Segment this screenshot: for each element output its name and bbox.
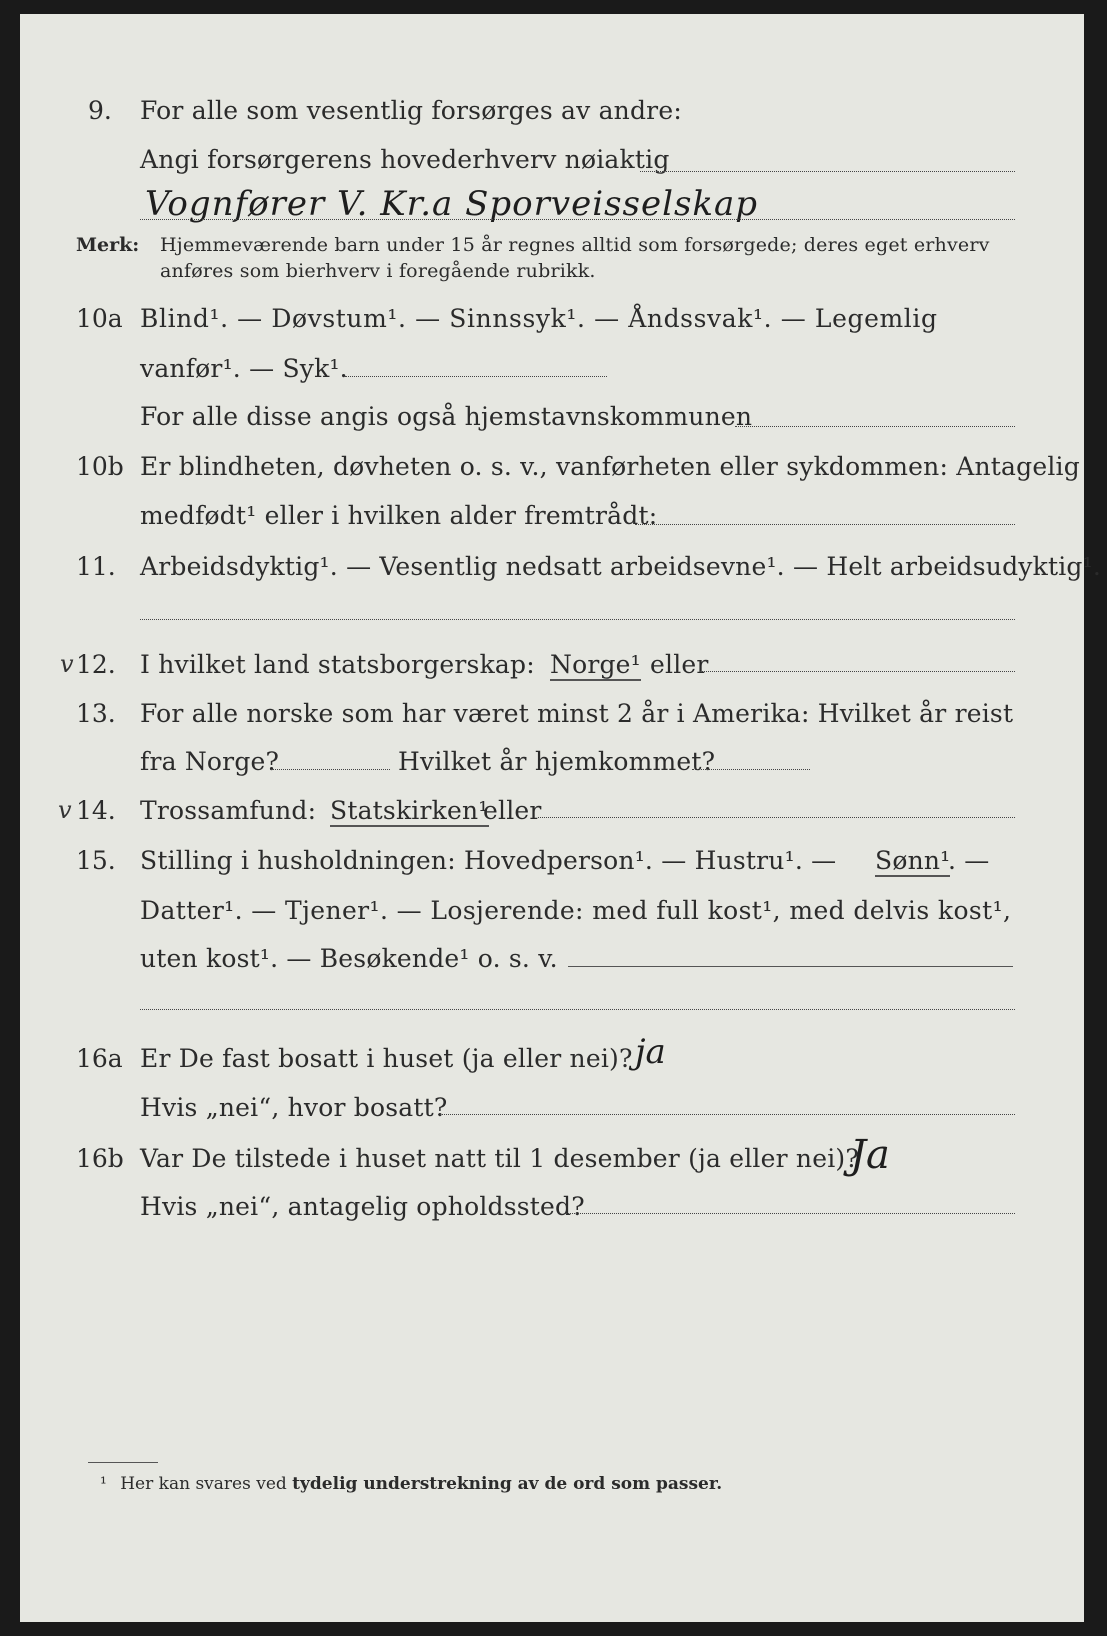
merk-line1: Hjemmeværende barn under 15 år regnes alltid som forsørgede; deres eget erhverv [160,234,990,256]
q12-line1: I hvilket land statsborgerskap: [140,650,535,679]
q13-dotted-line-1 [270,769,390,770]
q10a-dotted-line-2 [735,426,1015,427]
q12-check-mark: v [60,650,74,678]
q16a-dotted-line [438,1114,1015,1115]
q16b-line1: Var De tilstede i huset natt til 1 desember (ja eller nei)? [140,1144,859,1173]
q10a-dotted-line-1 [345,376,607,377]
q14-check-mark: v [58,796,72,824]
q9-line1: For alle som vesentlig forsørges av andre: [140,96,682,125]
q15-line2: Datter¹. — Tjener¹. — Losjerende: med full kost¹, med delvis kost¹, [140,896,1012,925]
q15-line1c: . — [948,846,990,875]
q10a-line1: Blind¹. — Døvstum¹. — Sinnssyk¹. — Åndssvak¹. — Legemlig [140,304,938,333]
q13-number: 13. [76,699,116,728]
q16b-dotted-line [565,1213,1015,1214]
q14-number: 14. [76,796,116,825]
q9-number: 9. [88,96,112,125]
q10b-line1: Er blindheten, døvheten o. s. v., vanførheten eller sykdommen: Antagelig [140,452,1080,481]
footnote-text: Her kan svares ved [120,1474,287,1494]
q12-underlined-answer: Norge¹ [550,650,641,679]
q15-number: 15. [76,846,116,875]
q13-line2a: fra Norge? [140,747,280,776]
q12-rest: eller [650,650,709,679]
q9-dotted-line [640,171,1015,172]
q9-answer-line [140,219,1015,220]
q10b-dotted-line [635,524,1015,525]
q11-dotted-line [140,619,1015,620]
q13-line1: For alle norske som har været minst 2 år i Amerika: Hvilket år reist [140,699,1014,728]
q13-dotted-line-2 [692,769,810,770]
q15-answer-line [568,966,1013,967]
q11-number: 11. [76,552,116,581]
q15-dotted-line [140,1009,1015,1010]
q16a-line1: Er De fast bosatt i huset (ja eller nei)? [140,1044,633,1073]
q16a-number: 16a [76,1044,123,1073]
footnote-bold-text: tydelig understrekning av de ord som passer. [292,1474,723,1494]
footnote-mark: ¹ [100,1474,107,1494]
q16b-line2: Hvis „nei“, antagelig opholdssted? [140,1192,585,1221]
q14-line1: Trossamfund: [140,796,317,825]
q10a-line2: vanfør¹. — Syk¹. [140,354,348,383]
q12-dotted-line [700,671,1015,672]
footnote [100,1474,722,1494]
q10b-line2: medfødt¹ eller i hvilken alder fremtrådt: [140,501,658,530]
merk-label: Merk: [76,234,140,256]
q10a-line3: For alle disse angis også hjemstavnskommunen [140,402,753,431]
q10b-number: 10b [76,452,124,481]
q15-line1a: Stilling i husholdningen: Hovedperson¹. — Hustru¹. — [140,846,837,875]
q15-line3: uten kost¹. — Besøkende¹ o. s. v. [140,944,558,973]
q10a-number: 10a [76,304,123,333]
q16b-number: 16b [76,1144,124,1173]
q14-rest: eller [483,796,542,825]
q9-line2: Angi forsørgerens hovederhverv nøiaktig [140,145,670,174]
q16a-line2: Hvis „nei“, hvor bosatt? [140,1093,448,1122]
q9-handwritten-answer: Vognfører V. Kr.a Sporveisselskap [145,184,759,224]
q16b-handwritten-answer: Ja [850,1132,890,1178]
q15-underlined-answer: Sønn¹ [875,846,951,875]
q16a-handwritten-answer: ja [635,1032,666,1072]
census-form-page [20,14,1101,1622]
q14-dotted-line [538,817,1015,818]
q13-line2b: Hvilket år hjemkommet? [398,747,716,776]
footnote-rule [88,1462,158,1463]
q12-number: 12. [76,650,116,679]
q14-underlined-answer: Statskirken¹ [330,796,489,825]
q11-line1: Arbeidsdyktig¹. — Vesentlig nedsatt arbeidsevne¹. — Helt arbeidsudyktig¹. [140,552,1101,581]
merk-line2: anføres som bierhverv i foregående rubrikk. [160,260,596,282]
